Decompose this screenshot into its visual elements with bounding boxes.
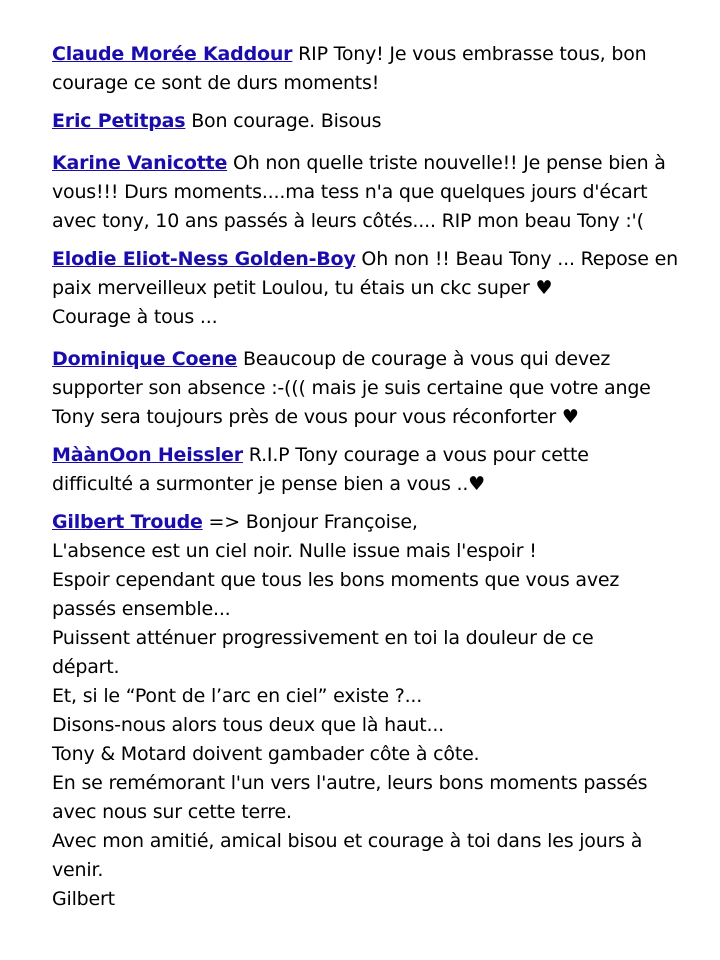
author-link[interactable]: Gilbert Troude (52, 511, 203, 533)
comment-line: Tony & Motard doivent gambader côte à côte. (52, 743, 480, 765)
comment-line: paix merveilleux petit Loulou, tu étais un ckc super ♥ (52, 277, 553, 299)
comment-line: Avec mon amitié, amical bisou et courage à toi dans les jours à (52, 830, 643, 852)
comment-line: Disons-nous alors tous deux que là haut... (52, 714, 444, 736)
author-link[interactable]: MàànOon Heissler (52, 444, 243, 466)
comment-line: avec tony, 10 ans passés à leurs côtés.... RIP mon beau Tony :'( (52, 210, 644, 232)
comment-line: Courage à tous ... (52, 306, 218, 328)
comment (52, 441, 692, 499)
comment-line: vous!!! Durs moments....ma tess n'a que quelques jours d'écart (52, 181, 648, 203)
comment (52, 149, 692, 236)
author-link[interactable]: Claude Morée Kaddour (52, 43, 293, 65)
comment-line (52, 508, 692, 537)
comment-line (52, 149, 692, 178)
comment-text: Oh non quelle triste nouvelle!! Je pense bien à (227, 152, 666, 174)
comment-line: Et, si le “Pont de l’arc en ciel” existe ?... (52, 685, 423, 707)
comment-list (52, 40, 692, 914)
comment-line (52, 441, 692, 470)
comment-line: difficulté a surmonter je pense bien a vous ..♥ (52, 473, 485, 495)
author-link[interactable]: Karine Vanicotte (52, 152, 228, 174)
comment-line: En se remémorant l'un vers l'autre, leurs bons moments passés (52, 772, 648, 794)
comment-line (52, 40, 692, 69)
comment-line: courage ce sont de durs moments! (52, 72, 380, 94)
comment-text: => Bonjour Françoise, (202, 511, 418, 533)
comment-text: Beaucoup de courage à vous qui devez (237, 348, 611, 370)
comment-line (52, 245, 692, 274)
comment-line: Tony sera toujours près de vous pour vous réconforter ♥ (52, 406, 579, 428)
comment-line: Gilbert (52, 888, 115, 910)
comment (52, 245, 692, 332)
comment-line: venir. (52, 859, 104, 881)
comment (52, 107, 692, 136)
comment-line (52, 107, 692, 136)
comment-line (52, 345, 692, 374)
comment (52, 508, 692, 914)
comment-line: supporter son absence :-((( mais je suis certaine que votre ange (52, 377, 651, 399)
comment-line: avec nous sur cette terre. (52, 801, 292, 823)
comment-line: départ. (52, 656, 120, 678)
comment-text: RIP Tony! Je vous embrasse tous, bon (292, 43, 647, 65)
author-link[interactable]: Elodie Eliot-Ness Golden-Boy (52, 248, 356, 270)
comment-line: L'absence est un ciel noir. Nulle issue mais l'espoir ! (52, 540, 537, 562)
comment-line: passés ensemble... (52, 598, 231, 620)
comment-text: R.I.P Tony courage a vous pour cette (242, 444, 589, 466)
author-link[interactable]: Dominique Coene (52, 348, 238, 370)
comment-text: Oh non !! Beau Tony ... Repose en (355, 248, 678, 270)
comment (52, 40, 692, 98)
comment (52, 345, 692, 432)
comment-line: Puissent atténuer progressivement en toi la douleur de ce (52, 627, 594, 649)
author-link[interactable]: Eric Petitpas (52, 110, 186, 132)
comment-line: Espoir cependant que tous les bons moments que vous avez (52, 569, 620, 591)
comment-text: Bon courage. Bisous (185, 110, 382, 132)
